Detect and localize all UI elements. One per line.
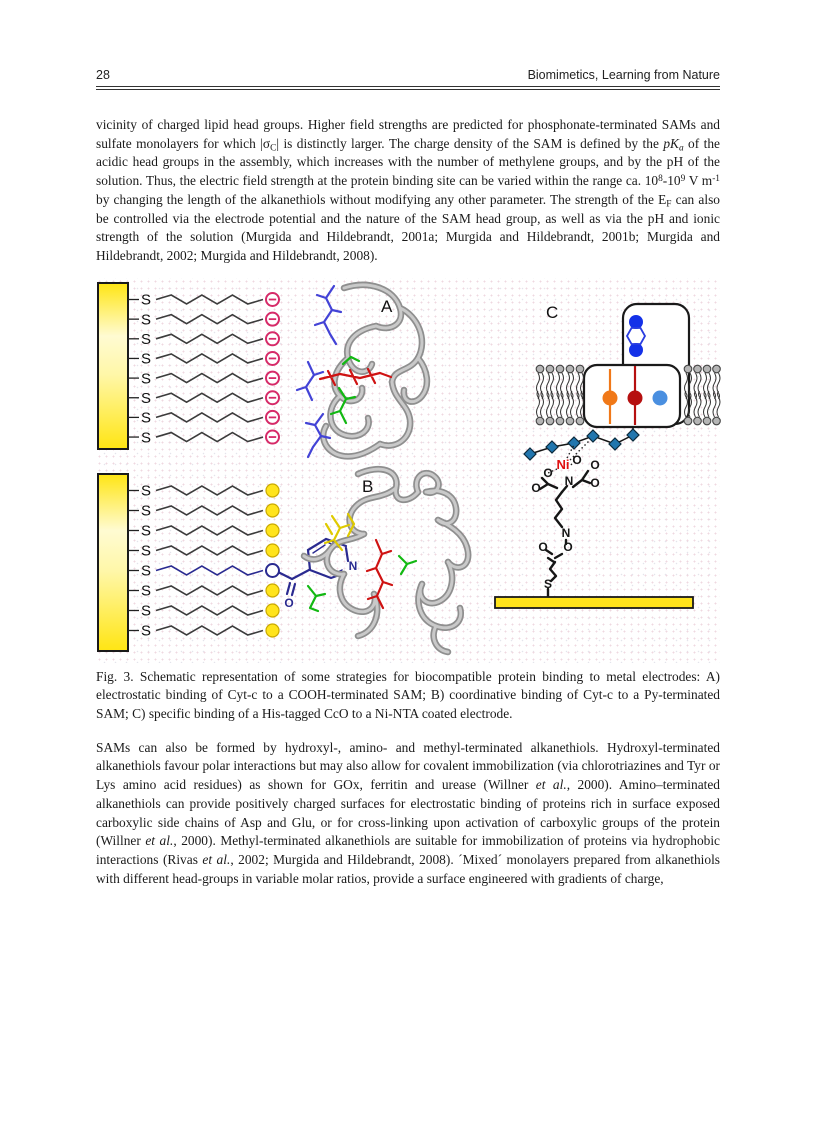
panel-c (495, 303, 720, 608)
lipid-head (546, 417, 554, 425)
sulfur-label: S (141, 502, 152, 520)
terminal-head (266, 504, 279, 517)
lipid-head (556, 417, 564, 425)
pyridine-nitrogen-label: N (348, 558, 358, 573)
cofactor-blue-bottom (629, 343, 643, 357)
sulfur-label: S (141, 582, 152, 600)
running-title: Biomimetics, Learning from Nature (527, 68, 720, 82)
alkanethiol-chain (156, 526, 263, 535)
histidine-diamond (546, 441, 558, 453)
lipid-head (713, 365, 721, 373)
figure-3-caption: Fig. 3. Schematic representation of some strategies for biocompatible protein binding to metal electrodes: A) electrostatic binding of Cyt-c to a COOH-terminated SAM; B) coordinative binding of Cyt-c to a Py-terminated SAM; C) specific binding of a His-tagged CcO to a Ni-NTA coated electrode. (96, 668, 720, 722)
sulfur-label: S (141, 562, 152, 580)
paragraph-1: vicinity of charged lipid head groups. Higher field strengths are predicted for phosphonate-terminated SAMs and sulfate monolayers for which $|\sigma_C|$ is distinctly larger. The charge density of the SAM is defined by the $pK_a$ of the acidic head groups in the assembly, which increases with the number of methylene groups, and by the pH of the solution. Thus, the electric field strength at the protein binding site can be varied within the range ca. $10^8-10^9$ V $m^{-1}$ by changing the length of the alkanethiols without modifying any other parameter. The strength of the $E_F$ can also be controlled via the electrode potential and the nature of the SAM head group, as well as via the pH and ionic strength of the solution (Murgida and Hildebrandt, 2001a; Murgida and Hildebrandt, 2001b; Murgida and Hildebrandt, 2002; Murgida and Hildebrandt, 2008). (96, 117, 720, 263)
sam-chains-a (128, 291, 279, 446)
terminal-head (266, 604, 279, 617)
lipid-head (694, 365, 702, 373)
alkanethiol-chain (156, 295, 263, 304)
terminal-head (266, 624, 279, 637)
histidine-diamond (609, 438, 621, 450)
sidechain-sticks-green (308, 586, 325, 611)
lipid-head (536, 365, 544, 373)
thiol-sulfur-label: S (543, 576, 553, 591)
sidechain-sticks-green (399, 556, 416, 574)
alkanethiol-chain (156, 586, 263, 595)
terminal-head (266, 484, 279, 497)
terminal-head (266, 584, 279, 597)
page-header (96, 0, 720, 82)
lipid-head (566, 417, 574, 425)
lipid-head (684, 417, 692, 425)
lipid-head (536, 417, 544, 425)
lipid-head (713, 417, 721, 425)
alkanethiol-chain (156, 546, 263, 555)
sam-chains-b (128, 482, 279, 639)
panel-a (98, 283, 427, 457)
lipid-head (546, 365, 554, 373)
sulfur-label: S (141, 542, 152, 560)
terminal-head (266, 524, 279, 537)
figure-3 (96, 278, 720, 663)
histidine-diamond (627, 429, 639, 441)
histidine-diamond (524, 448, 536, 460)
nta-oxygen-label: O (543, 465, 553, 480)
panel-a-label: A (381, 296, 393, 316)
nickel-label: Ni (556, 456, 570, 472)
nta-oxygen-label: O (531, 480, 541, 495)
document-page (96, 0, 720, 888)
alkanethiol-chain (156, 566, 263, 575)
lipid-head (576, 417, 584, 425)
terminal-head (266, 544, 279, 557)
sulfur-label: S (141, 310, 152, 328)
ester-oxygen-label: O (284, 595, 294, 610)
alkanethiol-chain (156, 432, 263, 441)
lysine-sticks-blue (315, 286, 341, 344)
nta-nitrogen-label: N (564, 473, 574, 488)
alkanethiol-chain (156, 413, 263, 422)
lysine-chain (555, 492, 562, 527)
panel-c-label: C (546, 302, 559, 322)
ester-oxygen-head (266, 564, 279, 577)
alkanethiol-chain (156, 606, 263, 615)
electrode-bar-c (495, 597, 693, 608)
sulfur-label: S (141, 291, 152, 309)
figure-3-diagram (96, 278, 720, 663)
sulfur-label: S (141, 428, 152, 446)
alkanethiol-chain (156, 506, 263, 515)
page-number: 28 (96, 68, 110, 82)
sulfur-label: S (141, 389, 152, 407)
paragraph-2: SAMs can also be formed by hydroxyl-, amino- and methyl-terminated alkanethiols. Hydroxyl-terminated alkanethiols favour polar interactions but may also allow for covalent immobilization (via chlorotriazines and Tyr or Lys amino acid residues) as shown for GOx, ferritin and urease (Willner et al., 2000). Amino–terminated alkanethiols can provide positively charged surfaces for electrostatic binding of proteins rich in surface exposed carboxylic side chains of Asp and Glu, or for cross-linking upon activation of carboxylic groups of the protein (Willner et al., 2000). Methyl-terminated alkanethiols are suitable for immobilization of proteins via hydrophobic interactions (Rivas et al., 2002; Murgida and Hildebrandt, 2008). ´Mixed´ monolayers prepared from alkanethiols with different head-groups in variable molar ratios, provide a surface engineered with gradients of charge, (96, 739, 721, 886)
lipid-head (694, 417, 702, 425)
cofactor-darkred (628, 390, 643, 405)
cofactor-lightblue (653, 390, 668, 405)
panel-b-label: B (362, 476, 374, 496)
alkanethiol-chain (156, 354, 263, 363)
alkanethiol-chain (156, 334, 263, 343)
alkanethiol-chain (156, 393, 263, 402)
lipid-head (566, 365, 574, 373)
sulfur-label: S (141, 409, 152, 427)
oxime-nitrogen-label: N (561, 525, 571, 540)
lipid-head (556, 365, 564, 373)
sulfur-label: S (141, 369, 152, 387)
lysine-sticks-blue (297, 362, 323, 400)
electrode-bar-b (98, 474, 128, 651)
lipid-head (684, 365, 692, 373)
cofactor-blue-top (629, 315, 643, 329)
sulfur-label: S (141, 522, 152, 540)
alkanethiol-chain (156, 373, 263, 382)
ester-oxygen-label: O (563, 539, 573, 554)
carbonyl-oxygen-label: O (538, 539, 548, 554)
panel-b (98, 469, 468, 652)
ester-bond (546, 550, 562, 562)
lipid-head (703, 365, 711, 373)
sulfur-label: S (141, 330, 152, 348)
alkanethiol-chain (156, 486, 263, 495)
protein-b-backbone (304, 469, 468, 652)
alkanethiol-chain (156, 314, 263, 323)
histidine-diamond (587, 430, 599, 442)
sulfur-label: S (141, 482, 152, 500)
sulfur-label: S (141, 350, 152, 368)
nta-oxygen-label: O (590, 457, 600, 472)
lipid-head (576, 365, 584, 373)
histidine-diamond (568, 437, 580, 449)
heme-sticks-red (367, 540, 392, 608)
sulfur-label: S (141, 602, 152, 620)
sulfur-label: S (141, 622, 152, 640)
alkanethiol-chain (156, 626, 263, 635)
nta-oxygen-label: O (590, 475, 600, 490)
cofactor-orange (603, 390, 618, 405)
header-rule (96, 86, 720, 90)
lipid-head (703, 417, 711, 425)
nta-bond (573, 471, 590, 487)
electrode-bar-a (98, 283, 128, 449)
nta-oxygen-label: O (572, 452, 582, 467)
